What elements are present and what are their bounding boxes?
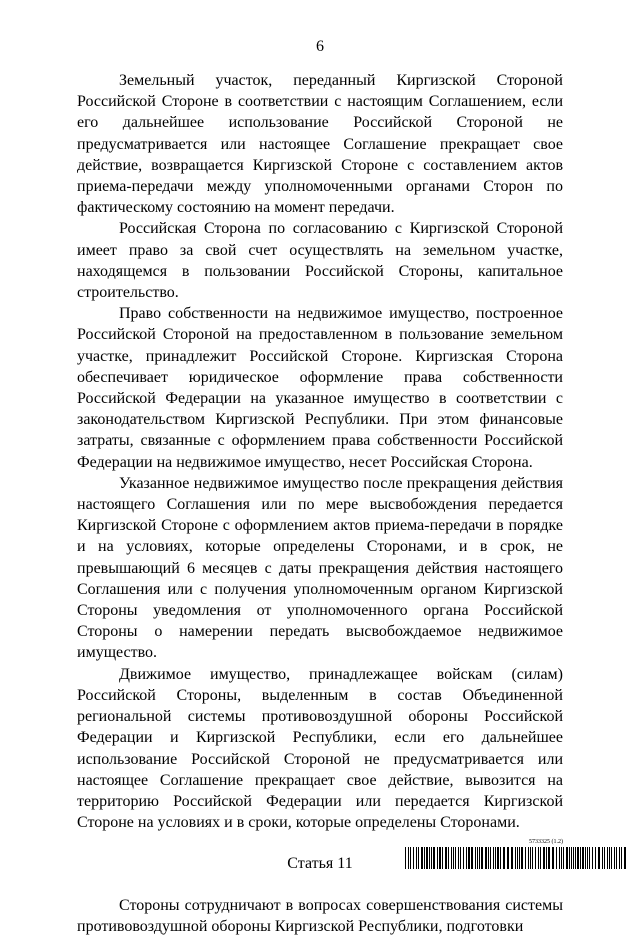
barcode-caption: 5733325 (1.2) [529, 839, 563, 845]
paragraph: Право собственности на недвижимое имущество, построенное Российской Стороной на предоставленном в пользование земельном участке, принадлежит Российской Стороне. Киргизская Сторона обеспечивает юридическое оформление права собственности Российской Федерации на указанное имущество в соответствии с законодательством Киргизской Республики. При этом финансовые затраты, связанные с оформлением права собственности Российской Федерации на недвижимое имущество, несет Российская Сторона. [77, 305, 563, 471]
paragraph: Указанное недвижимое имущество после прекращения действия настоящего Соглашения или по мере высвобождения передается Киргизской Стороне с оформлением актов приема-передачи в порядке и на условиях, которые определены Сторонами, и в срок, не превышающий 6 месяцев с даты прекращения действия настоящего Соглашения или с получения уполномоченным органом Киргизской Стороны уведомления от уполномоченного органа Российской Стороны о намерении передать высвобождаемое недвижимое имущество. [77, 474, 563, 662]
paragraph: Российская Сторона по согласованию с Киргизской Стороной имеет право за свой счет осуществлять на земельном участке, находящемся в пользовании Российской Стороны, капитальное строительство. [77, 220, 563, 302]
barcode-icon [405, 847, 627, 869]
paragraph: Стороны сотрудничают в вопросах совершенствования системы противовоздушной обороны Киргизской Республики, подготовки [77, 896, 563, 935]
barcode-block [405, 838, 627, 869]
article-heading: Статья 11 [287, 855, 353, 873]
paragraph: Земельный участок, переданный Киргизской Стороной Российской Стороне в соответствии с настоящим Соглашением, если его дальнейшее использование Российской Стороной не предусматривается или настоящее Соглашение прекращает свое действие, возвращается Киргизской Стороне с составлением актов приема-передачи между уполномоченными органами Сторон по фактическому состоянию на момент передачи. [77, 72, 563, 217]
paragraph: Движимое имущество, принадлежащее войскам (силам) Российской Стороны, выделенным в состав Объединенной региональной системы противовоздушной обороны Российской Федерации и Киргизской Республики, если его дальнейшее использование Российской Стороной не предусматривается или настоящее Соглашение прекращает свое действие, вывозится на территорию Российской Федерации или передается Киргизской Стороне на условиях и в сроки, которые определены Сторонами. [77, 665, 563, 832]
document-body [77, 70, 563, 937]
page-number: 6 [316, 38, 324, 55]
